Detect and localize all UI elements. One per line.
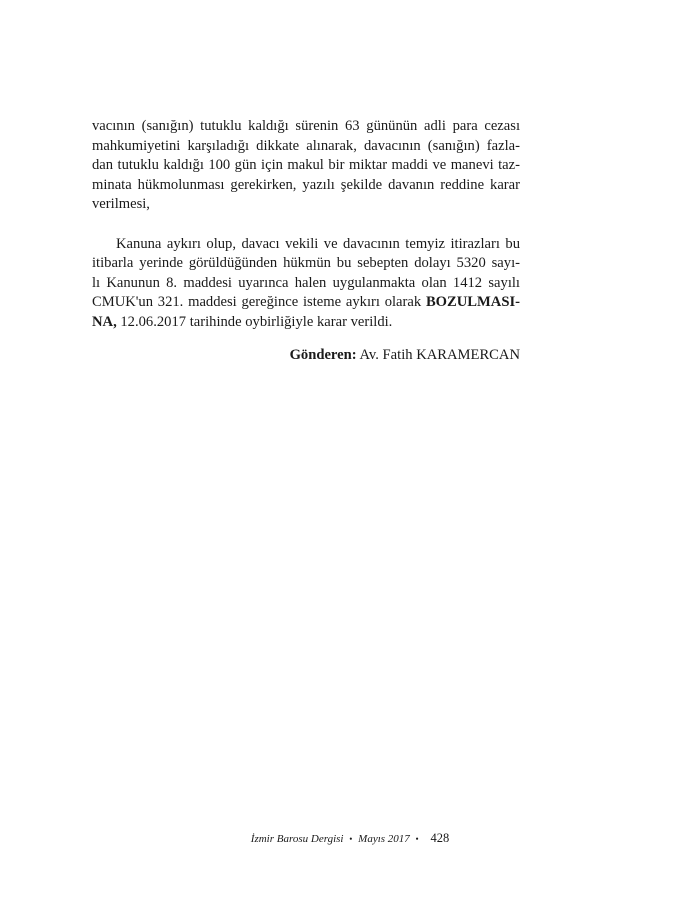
text-line: minata hükmolunması gerekirken, yazılı şekilde davanın reddine karar <box>92 176 520 193</box>
text-run: 12.06.2017 tarihinde oybirliğiyle karar verildi. <box>116 313 393 330</box>
footer-issue: Mayıs 2017 <box>358 833 410 845</box>
signature <box>92 346 520 366</box>
page-body <box>92 117 520 365</box>
page-number: 428 <box>430 831 450 845</box>
text-line: vacının (sanığın) tutuklu kaldığı sürenin 63 gününün adli para cezası <box>92 118 520 134</box>
text-line: verilmesi, <box>92 196 150 213</box>
signature-name: Av. Fatih KARAMERCAN <box>356 346 520 363</box>
text-line: lı Kanunun 8. maddesi uyarınca halen uygulanmakta olan 1412 sayılı <box>92 274 520 291</box>
text-line: itibarla yerinde görüldüğünden hükmün bu sebepten dolayı 5320 sayı- <box>92 255 520 272</box>
footer-separator: • <box>349 834 353 844</box>
text-line: Kanuna aykırı olup, davacı vekili ve davacının temyiz itirazları bu <box>116 235 520 252</box>
paragraph-2 <box>92 235 520 333</box>
verdict-bold-text: BOZULMASI- <box>425 294 520 311</box>
text-line <box>92 313 520 333</box>
text-line: dan tutuklu kaldığı 100 gün için makul bir miktar maddi ve manevi taz- <box>92 157 520 174</box>
text-run: CMUK'un 321. maddesi gereğince isteme aykırı olarak <box>92 294 426 311</box>
paragraph-1 <box>92 117 520 215</box>
paragraph-gap <box>92 215 520 235</box>
text-line <box>92 293 520 313</box>
signature-label: Gönderen: <box>289 346 357 363</box>
footer-journal-name: İzmir Barosu Dergisi <box>250 833 344 845</box>
page-footer <box>0 831 700 846</box>
text-line: mahkumiyetini karşıladığı dikkate alınarak, davacının (sanığın) fazla- <box>92 137 520 154</box>
verdict-bold-text: NA, <box>92 313 117 330</box>
footer-separator: • <box>415 834 419 844</box>
